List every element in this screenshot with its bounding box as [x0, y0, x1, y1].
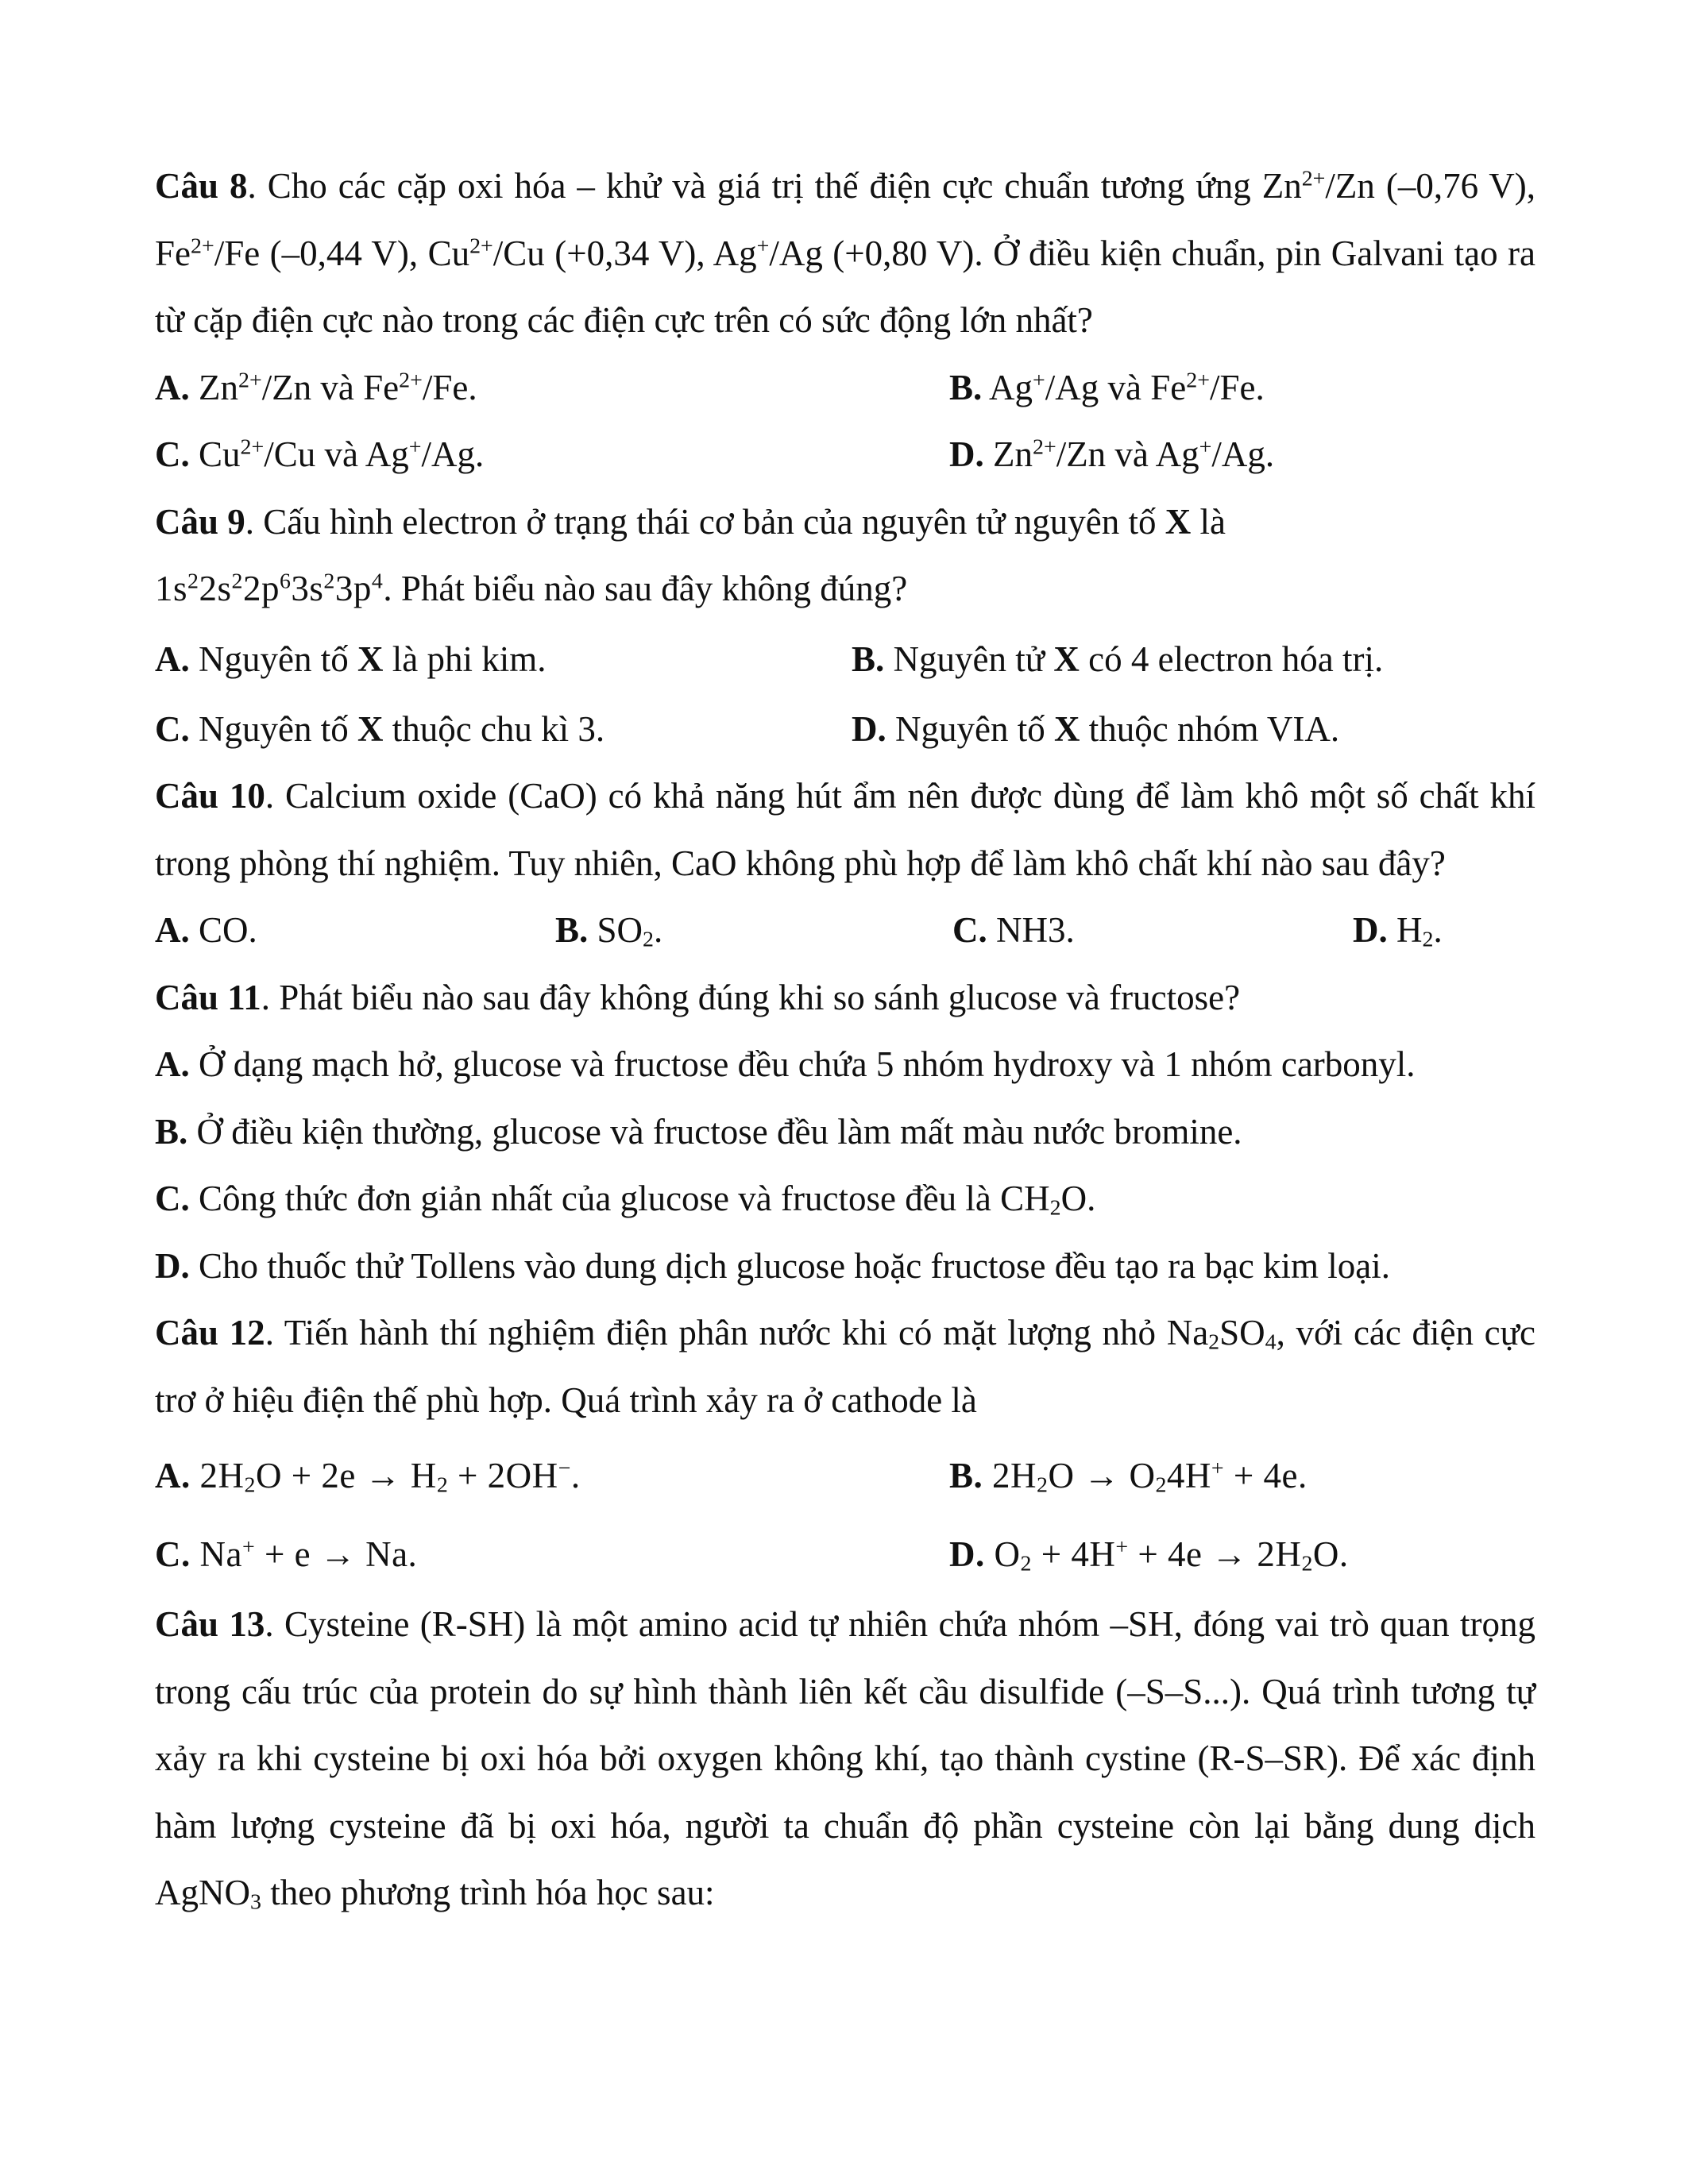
answer-row — [155, 354, 1535, 422]
question-stem: Câu 9. Cấu hình electron ở trạng thái cơ bản của nguyên tử nguyên tố X là $1s^22s^22p^63s^23p^4$. Phát biểu nào sau đây không đúng? — [155, 501, 1226, 608]
question-9 — [155, 488, 1535, 763]
answer-option-a[interactable]: A. Ở dạng mạch hở, glucose và fructose đều chứa 5 nhóm hydroxy và 1 nhóm carbonyl. — [155, 1044, 1416, 1084]
answer-option-b[interactable]: B. $SO_2$. — [555, 910, 663, 952]
answer-option-a[interactable]: A. $2H_2O + 2e \to H_2 + 2OH^-$. — [155, 1456, 581, 1498]
question-number: Câu 11 — [155, 977, 261, 1017]
answer-row — [155, 696, 1535, 763]
exam-page — [155, 152, 1535, 1927]
answer-option-c[interactable]: C. Công thức đơn giản nhất của glucose và fructose đều là $CH_2O$. — [155, 1179, 1096, 1221]
answer-option-b[interactable]: B. Nguyên tử X có 4 electron hóa trị. — [852, 639, 1384, 679]
answer-option-d[interactable]: D. $O_2 + 4H^+ + 4e \to 2H_2O$. — [949, 1534, 1349, 1576]
answer-option-a[interactable]: A. Nguyên tố X là phi kim. — [155, 639, 547, 679]
answer-option-c[interactable]: C. Nguyên tố X thuộc chu kì 3. — [155, 708, 605, 749]
answer-option-c[interactable]: C. $Cu^{2+}/Cu$ và Ag+/Ag. — [155, 434, 485, 474]
answer-row — [155, 1433, 1535, 1518]
answer-option-c[interactable]: C. NH3. — [952, 910, 1075, 950]
question-stem: Câu 8. Cho các cặp oxi hóa – khử và giá trị thế điện cực chuẩn tương ứng $Zn^{2+}/Zn$ (–0,76 V), $Fe^{2+}/Fe$ (–0,44 V), $Cu^{2+}/Cu$ (+0,34 V), Ag+/Ag (+0,80 V). Ở điều kiện chuẩn, pin Galvani tạo ra từ cặp điện cực nào trong các điện cực trên có sức động lớn nhất? — [155, 166, 1535, 340]
answer-option-b[interactable]: B. Ở điều kiện thường, glucose và fructose đều làm mất màu nước bromine. — [155, 1111, 1242, 1152]
answer-option-d[interactable]: D. $H_2$. — [1353, 910, 1443, 952]
question-10 — [155, 762, 1535, 964]
question-12 — [155, 1299, 1535, 1591]
electron-configuration: $1s^22s^22p^63s^23p^4$ — [155, 569, 384, 608]
question-number: Câu 13 — [155, 1604, 265, 1644]
answer-option-b[interactable]: B. $2H_2O \to O_24H^+ + 4e$. — [949, 1456, 1308, 1498]
question-number: Câu 12 — [155, 1313, 265, 1352]
answer-row — [155, 897, 1535, 964]
question-stem: Câu 12. Tiến hành thí nghiệm điện phân nước khi có mặt lượng nhỏ $Na_2SO_4$, với các điện cực trơ ở hiệu điện thế phù hợp. Quá trình xảy ra ở cathode là — [155, 1313, 1536, 1420]
answer-row — [155, 421, 1535, 488]
question-stem: Câu 13. Cysteine (R-SH) là một amino acid tự nhiên chứa nhóm –SH, đóng vai trò quan trọng trong cấu trúc của protein do sự hình thành liên kết cầu disulfide (–S–S...). Quá trình tương tự xảy ra khi cysteine bị oxi hóa bởi oxygen không khí, tạo thành cystine (R-S–SR). Để xác định hàm lượng cysteine đã bị oxi hóa, người ta chuẩn độ phần cysteine còn lại bằng dung dịch AgNO$_3$ theo phương trình hóa học sau: — [155, 1604, 1535, 1915]
answer-option-d[interactable]: D. Cho thuốc thử Tollens vào dung dịch glucose hoặc fructose đều tạo ra bạc kim loại. — [155, 1245, 1391, 1286]
question-number: Câu 8 — [155, 166, 248, 206]
question-number: Câu 10 — [155, 776, 265, 816]
answer-option-d[interactable]: D. Nguyên tố X thuộc nhóm VIA. — [852, 708, 1340, 749]
question-13 — [155, 1591, 1535, 1927]
answer-row — [155, 1518, 1535, 1591]
answer-row — [155, 623, 1535, 696]
question-stem: Câu 11. Phát biểu nào sau đây không đúng khi so sánh glucose và fructose? — [155, 977, 1241, 1017]
answer-option-a[interactable]: A. $Zn^{2+}/Zn$ và $Fe^{2+}/Fe$. — [155, 367, 477, 407]
answer-option-b[interactable]: B. Ag+/Ag và $Fe^{2+}/Fe$. — [949, 367, 1265, 407]
question-8 — [155, 152, 1535, 488]
answer-option-d[interactable]: D. $Zn^{2+}/Zn$ và Ag+/Ag. — [949, 434, 1275, 474]
answer-option-c[interactable]: C. Na+ + e → Na. — [155, 1534, 418, 1574]
question-number: Câu 9 — [155, 501, 245, 542]
question-stem: Câu 10. Calcium oxide (CaO) có khả năng hút ẩm nên được dùng để làm khô một số chất khí trong phòng thí nghiệm. Tuy nhiên, CaO không phù hợp để làm khô chất khí nào sau đây? — [155, 776, 1535, 883]
answer-option-a[interactable]: A. CO. — [155, 910, 257, 950]
question-11 — [155, 964, 1535, 1300]
